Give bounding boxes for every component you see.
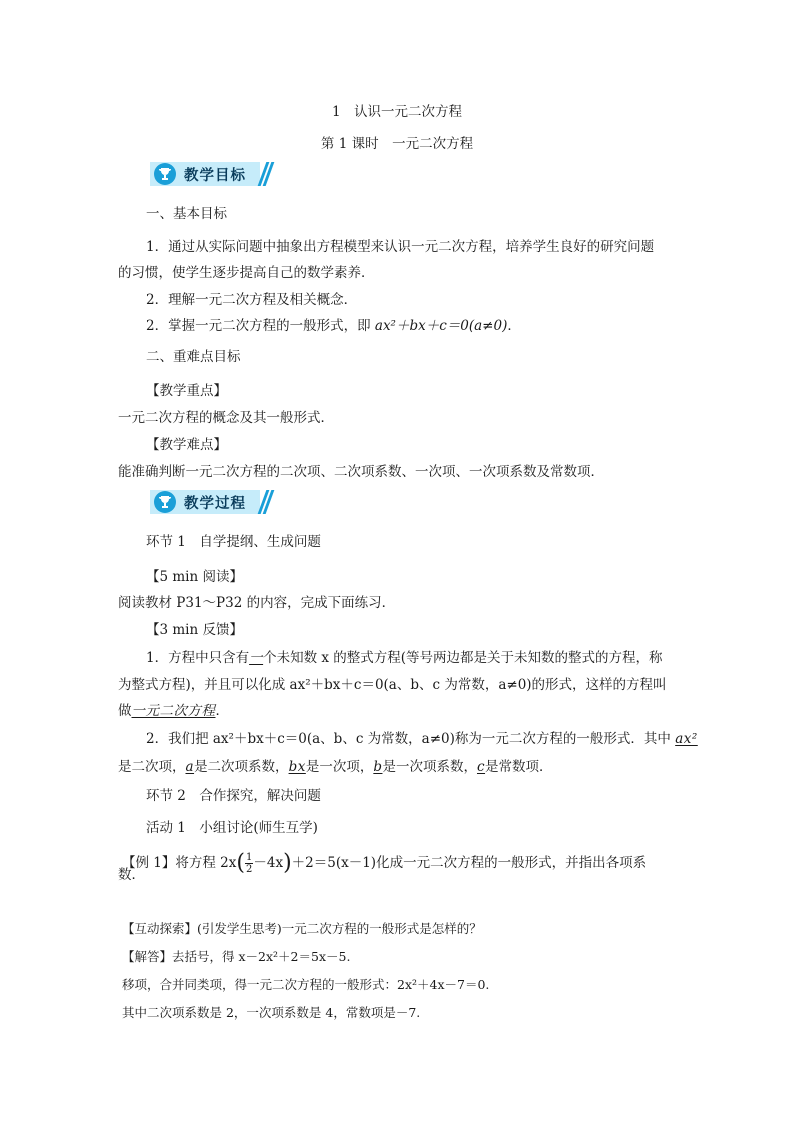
- badge-label: 教学目标: [184, 167, 246, 184]
- trophy-icon: [154, 163, 176, 185]
- fraction-half: $\frac{1}{2}$: [245, 852, 253, 875]
- lesson-subtitle: 第 1 课时 一元二次方程: [320, 136, 474, 152]
- heading-basic-goals: 一、基本目标: [146, 206, 227, 222]
- feedback-1-line-3: 做一元二次方程．: [118, 703, 229, 719]
- section-badge-goals: [150, 160, 270, 188]
- answer-step-2: 移项，合并同类项，得一元二次方程的一般形式：2x²＋4x－7＝0.: [122, 977, 490, 992]
- key-point-text: 一元二次方程的概念及其一般形式．: [118, 410, 334, 426]
- answer-blank: a: [185, 759, 195, 775]
- answer-step-3: 其中二次项系数是 2，一次项系数是 4，常数项是－7.: [122, 1005, 421, 1020]
- lesson-title: 1 认识一元二次方程: [331, 104, 463, 120]
- example-1-line-1: 【例 1】将方程 2x( $\frac{1}{2}$ －4x)＋2＝5(x－1)化成一元二次方程的一般形式，并指出各项系: [122, 850, 647, 876]
- reading-text: 阅读教材 P31～P32 的内容，完成下面练习．: [118, 595, 396, 611]
- goal-1-line-2: 的习惯，使学生逐步提高自己的数学素养．: [118, 265, 375, 281]
- feedback-2-line-1: 2．我们把 ax²＋bx＋c＝0(a、b、c 为常数，a≠0)称为一元二次方程的一般形式．其中 ax²: [146, 731, 698, 747]
- feedback-label: 【3 min 反馈】: [146, 622, 243, 638]
- section-badge-process: [150, 488, 270, 516]
- answer-blank: bx: [288, 759, 306, 775]
- answer-blank: b: [373, 759, 383, 775]
- badge-label: 教学过程: [184, 495, 246, 512]
- key-point-label: 【教学重点】: [146, 383, 227, 399]
- goal-3: 2．掌握一元二次方程的一般形式，即 ax²＋bx＋c＝0(a≠0)．: [146, 318, 521, 334]
- heading-key-goals: 二、重难点目标: [146, 349, 241, 365]
- feedback-2-line-2: 是二次项，a是二次项系数，bx是一次项，b是一次项系数，c是常数项．: [118, 759, 553, 775]
- goal-1-line-1: 1．通过从实际问题中抽象出方程模型来认识一元二次方程，培养学生良好的研究问题: [146, 239, 655, 255]
- feedback-1-line-1: 1．方程中只含有一个未知数 x 的整式方程(等号两边都是关于未知数的整式的方程，称: [146, 650, 663, 666]
- answer-blank: 一元二次方程: [131, 703, 216, 719]
- goal-2: 2．理解一元二次方程及相关概念．: [146, 292, 358, 308]
- step-2-heading: 环节 2 合作探究，解决问题: [146, 788, 321, 804]
- answer-blank: c: [476, 759, 486, 775]
- step-1-heading: 环节 1 自学提纲、生成问题: [146, 534, 321, 550]
- answer-blank: 一: [249, 650, 264, 666]
- badge-stripes: [260, 490, 270, 514]
- trophy-icon: [154, 491, 176, 513]
- general-form-formula: ax²＋bx＋c＝0(a≠0): [374, 318, 508, 334]
- activity-1-heading: 活动 1 小组讨论(师生互学): [146, 820, 318, 836]
- example-1-line-2: 数．: [118, 867, 145, 883]
- answer-blank: ax²: [675, 731, 698, 747]
- feedback-1-line-2: 为整式方程)，并且可以化成 ax²＋bx＋c＝0(a、b、c 为常数，a≠0)的形式，这样的方程叫: [118, 677, 667, 693]
- reading-label: 【5 min 阅读】: [146, 569, 243, 585]
- interactive-explore: 【互动探索】(引发学生思考)一元二次方程的一般形式是怎样的？: [122, 921, 482, 936]
- answer-step-1: 【解答】去括号，得 x－2x²＋2＝5x－5.: [122, 949, 351, 964]
- difficult-point-text: 能准确判断一元二次方程的二次项、二次项系数、一次项、一次项系数及常数项．: [118, 464, 604, 480]
- difficult-point-label: 【教学难点】: [146, 437, 227, 453]
- badge-stripes: [260, 162, 270, 186]
